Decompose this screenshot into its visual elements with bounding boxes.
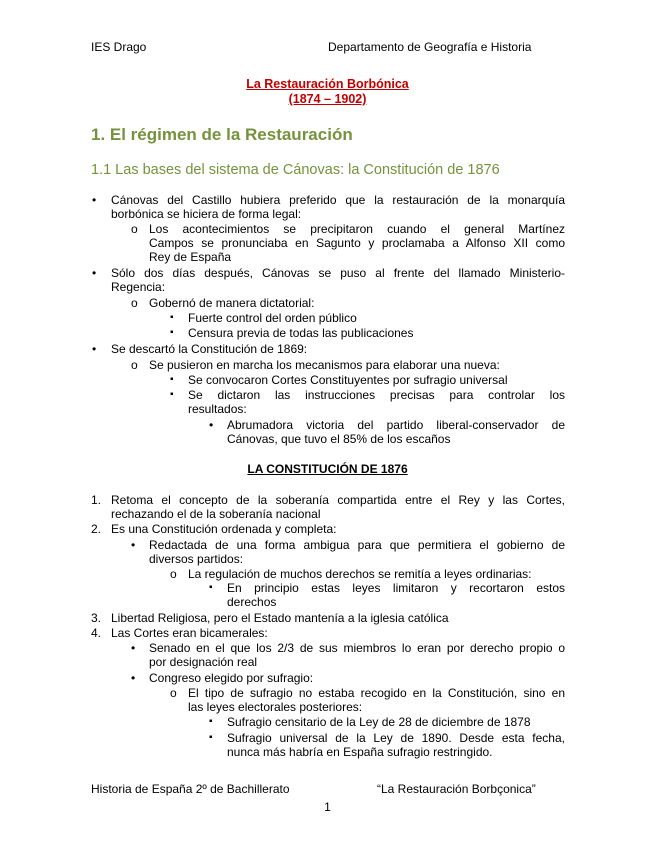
- list-item: Cánovas del Castillo hubiera preferido que la restauración de la monarquía: [111, 193, 565, 207]
- list-item: Libertad Religiosa, pero el Estado mantenía a la iglesia católica: [111, 611, 449, 625]
- bullet-square-icon: ▪: [170, 312, 174, 323]
- list-item: diversos partidos:: [149, 552, 244, 566]
- list-item: derechos: [227, 595, 277, 609]
- list-item: Se descartó la Constitución de 1869:: [111, 342, 308, 356]
- bullet-square-icon: ▪: [209, 716, 213, 727]
- bullet-disc-icon: •: [131, 671, 136, 685]
- bullet-square-icon: ▪: [170, 327, 174, 338]
- list-number: 4.: [91, 626, 102, 640]
- list-item: resultados:: [188, 402, 247, 416]
- list-item: Sufragio universal de la Ley de 1890. Desde esta fecha,: [227, 731, 565, 745]
- bullet-circle-icon: o: [170, 686, 177, 700]
- list-item: Las Cortes eran bicamerales:: [111, 626, 268, 640]
- list-item: En principio estas leyes limitaron y recortaron estos: [227, 581, 565, 595]
- list-number: 2.: [91, 522, 102, 536]
- bullet-circle-icon: o: [131, 296, 138, 310]
- bullet-square-icon: ▪: [209, 732, 213, 743]
- footer-title: “La Restauración Borbçonica”: [377, 782, 536, 796]
- list-item: por designación real: [149, 655, 258, 669]
- list-item: las leyes electorales posteriores:: [188, 700, 363, 714]
- list-item: rechazando el de la soberanía nacional: [111, 507, 321, 521]
- bullet-circle-icon: o: [170, 567, 177, 581]
- footer-course: Historia de España 2º de Bachillerato: [91, 782, 290, 796]
- list-item: Campos se pronunciaba en Sagunto y proclamaba a Alfonso XII como: [149, 236, 565, 250]
- bullet-disc-icon: •: [92, 266, 97, 280]
- list-number: 1.: [91, 493, 102, 507]
- list-item: Rey de España: [149, 250, 232, 264]
- list-item: Es una Constitución ordenada y completa:: [111, 522, 337, 536]
- bullet-disc-icon: •: [131, 538, 136, 552]
- bullet-square-icon: ▪: [209, 582, 213, 593]
- constitution-heading: LA CONSTITUCIÓN DE 1876: [247, 462, 408, 476]
- list-item: Abrumadora victoria del partido liberal-conservador de: [227, 418, 565, 432]
- list-item: Redactada de una forma ambigua para que permitiera el gobierno de: [149, 538, 565, 552]
- list-item: Retoma el concepto de la soberanía compartida entre el Rey y las Cortes,: [111, 493, 565, 507]
- list-item: Se pusieron en marcha los mecanismos para elaborar una nueva:: [149, 358, 500, 372]
- list-item: Congreso elegido por sufragio:: [149, 671, 314, 685]
- bullet-square-icon: ▪: [170, 389, 174, 400]
- list-number: 3.: [91, 611, 102, 625]
- list-item: Se dictaron las instrucciones precisas para controlar los: [188, 388, 565, 402]
- section-heading: 1. El régimen de la Restauración: [91, 125, 353, 144]
- list-item: Los acontecimientos se precipitaron cuando el general Martínez: [149, 222, 565, 236]
- bullet-disc-icon: •: [92, 342, 97, 356]
- subsection-heading: 1.1 Las bases del sistema de Cánovas: la Constitución de 1876: [91, 162, 500, 178]
- bullet-disc-icon: •: [131, 641, 136, 655]
- list-item: Sufragio censitario de la Ley de 28 de diciembre de 1878: [227, 715, 531, 729]
- bullet-disc-icon: •: [92, 193, 97, 207]
- list-item: Senado en el que los 2/3 de sus miembros lo eran por derecho propio o: [149, 641, 565, 655]
- document-title-dates: (1874 – 1902): [288, 92, 367, 106]
- header-school: IES Drago: [91, 40, 147, 54]
- list-item: borbónica se hiciera de forma legal:: [111, 207, 302, 221]
- header-department: Departamento de Geografía e Historia: [328, 40, 532, 54]
- list-item: Gobernó de manera dictatorial:: [149, 296, 315, 310]
- list-item: Censura previa de todas las publicaciones: [188, 326, 414, 340]
- document-title: La Restauración Borbónica: [246, 77, 409, 91]
- list-item: Cánovas, que tuvo el 85% de los escaños: [227, 432, 451, 446]
- bullet-circle-icon: o: [131, 222, 138, 236]
- bullet-circle-icon: o: [131, 358, 138, 372]
- list-item: nunca más habría en España sufragio restringido.: [227, 745, 493, 759]
- page-number: 1: [324, 800, 331, 814]
- list-item: Regencia:: [111, 280, 166, 294]
- list-item: Sólo dos días después, Cánovas se puso al frente del llamado Ministerio-: [111, 266, 565, 280]
- list-item: El tipo de sufragio no estaba recogido en la Constitución, sino en: [188, 686, 565, 700]
- list-item: Se convocaron Cortes Constituyentes por sufragio universal: [188, 373, 508, 387]
- list-item: La regulación de muchos derechos se remitía a leyes ordinarias:: [188, 567, 532, 581]
- list-item: Fuerte control del orden público: [188, 311, 357, 325]
- bullet-disc-icon: •: [209, 418, 214, 432]
- bullet-square-icon: ▪: [170, 374, 174, 385]
